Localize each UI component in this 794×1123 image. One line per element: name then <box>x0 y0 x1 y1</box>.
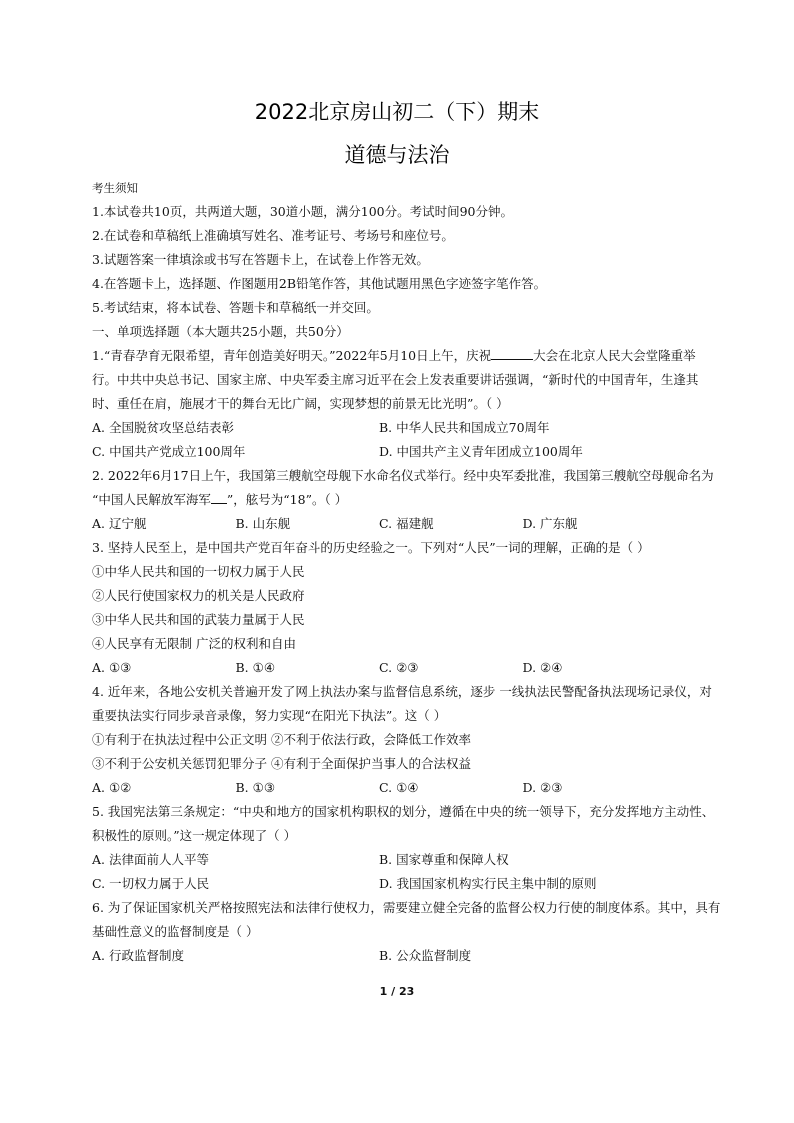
answer-blank <box>491 345 533 360</box>
question-4-stem: 4. 近年来，各地公安机关普遍开发了网上执法办案与监督信息系统，逐步 一线执法民警配备执法现场记录仪，对 <box>92 684 712 699</box>
question-2-stem: 2. 2022年6月17日上午，我国第三艘航空母舰下水命名仪式举行。经中央军委批准，我国第三艘航空母舰命名为 <box>92 468 714 483</box>
question-text: 行。中共中央总书记、国家主席、中央军委主席习近平在会上发表重要讲话强调，“新时代的中国青年，生逢其 <box>92 372 699 387</box>
option-a: A. 全国脱贫攻坚总结表彰 <box>92 420 234 435</box>
option-d: D. 我国国家机构实行民主集中制的原则 <box>379 876 597 891</box>
option-b: B. ①④ <box>235 660 276 675</box>
question-text: 基础性意义的监督制度是（ ） <box>92 924 259 939</box>
section-heading: 一、单项选择题（本大题共25小题，共50分） <box>92 324 349 339</box>
option-b: B. 公众监督制度 <box>379 948 472 963</box>
option-c: C. 福建舰 <box>379 516 434 531</box>
option-b: B. 中华人民共和国成立70周年 <box>379 420 550 435</box>
question-text: 时、重任在肩，施展才干的舞台无比广阔，实现梦想的前景无比光明”。（ ） <box>92 396 509 411</box>
question-5-options <box>92 848 712 872</box>
statement: ①有利于在执法过程中公正文明 ②不利于依法行政，会降低工作效率 <box>92 732 471 747</box>
question-text: 1.“青春孕育无限希望，青年创造美好明天。”2022年5月10日上午，庆祝 <box>92 348 492 363</box>
option-a: A. ①② <box>92 780 132 795</box>
answer-blank <box>211 489 227 504</box>
option-b: B. ①③ <box>235 780 276 795</box>
question-1-options <box>92 416 712 440</box>
notice-item: 5.考试结束，将本试卷、答题卡和草稿纸一并交回。 <box>92 300 379 315</box>
question-6-stem: 6. 为了保证国家机关严格按照宪法和法律行使权力，需要建立健全完备的监督公权力行使的制度体系。其中，具有 <box>92 900 721 915</box>
question-text: 积极性的原则。”这一规定体现了（ ） <box>92 828 297 843</box>
statement: ①中华人民共和国的一切权力属于人民 <box>92 564 305 579</box>
question-text <box>92 488 712 512</box>
question-text: 大会在北京人民大会堂隆重举 <box>533 348 696 363</box>
question-1-stem <box>92 344 712 368</box>
option-a: A. 辽宁舰 <box>92 516 147 531</box>
option-c: C. 中国共产党成立100周年 <box>92 444 246 459</box>
question-2-options <box>92 512 712 536</box>
option-a: A. 行政监督制度 <box>92 948 184 963</box>
statement: ②人民行使国家权力的机关是人民政府 <box>92 588 305 603</box>
notice-item: 4.在答题卡上，选择题、作图题用2B铅笔作答，其他试题用黑色字迹签字笔作答。 <box>92 276 547 291</box>
option-d: D. ②③ <box>522 780 563 795</box>
question-text: 重要执法实行同步录音录像，努力实现“在阳光下执法”。这（ ） <box>92 708 447 723</box>
notice-heading: 考生须知 <box>92 181 138 195</box>
question-1-options <box>92 440 712 464</box>
question-text: ”，舷号为“18”。（ ） <box>226 492 348 507</box>
question-5-stem: 5. 我国宪法第三条规定：“中央和地方的国家机构职权的划分，遵循在中央的统一领导下，充分发挥地方主动性、 <box>92 804 715 819</box>
option-a: A. ①③ <box>92 660 132 675</box>
option-b: B. 国家尊重和保障人权 <box>379 852 509 867</box>
statement: ③中华人民共和国的武装力量属于人民 <box>92 612 305 627</box>
question-3-stem: 3. 坚持人民至上，是中国共产党百年奋斗的历史经验之一。下列对“人民”一词的理解，正确的是（ ） <box>92 540 650 555</box>
notice-item: 1.本试卷共10页，共两道大题，30道小题，满分100分。考试时间90分钟。 <box>92 204 514 219</box>
page-subtitle: 道德与法治 <box>344 143 450 167</box>
statement: ③不利于公安机关惩罚犯罪分子 ④有利于全面保护当事人的合法权益 <box>92 756 471 771</box>
option-d: D. 广东舰 <box>522 516 578 531</box>
question-5-options <box>92 872 712 896</box>
page-title: 2022北京房山初二（下）期末 <box>254 100 540 124</box>
option-d: D. 中国共产主义青年团成立100周年 <box>379 444 583 459</box>
notice-item: 2.在试卷和草稿纸上准确填写姓名、准考证号、考场号和座位号。 <box>92 228 454 243</box>
question-6-options <box>92 944 712 968</box>
notice-item: 3.试题答案一律填涂或书写在答题卡上，在试卷上作答无效。 <box>92 252 429 267</box>
option-c: C. 一切权力属于人民 <box>92 876 210 891</box>
option-b: B. 山东舰 <box>235 516 291 531</box>
question-4-options <box>92 776 712 800</box>
page-number: 1 / 23 <box>379 985 415 998</box>
option-c: C. ②③ <box>379 660 419 675</box>
question-3-options <box>92 656 712 680</box>
option-d: D. ②④ <box>522 660 563 675</box>
option-c: C. ①④ <box>379 780 419 795</box>
statement: ④人民享有无限制 广泛的权利和自由 <box>92 636 296 651</box>
question-text: “中国人民解放军海军 <box>92 492 211 507</box>
exam-content <box>92 176 721 968</box>
option-a: A. 法律面前人人平等 <box>92 852 209 867</box>
